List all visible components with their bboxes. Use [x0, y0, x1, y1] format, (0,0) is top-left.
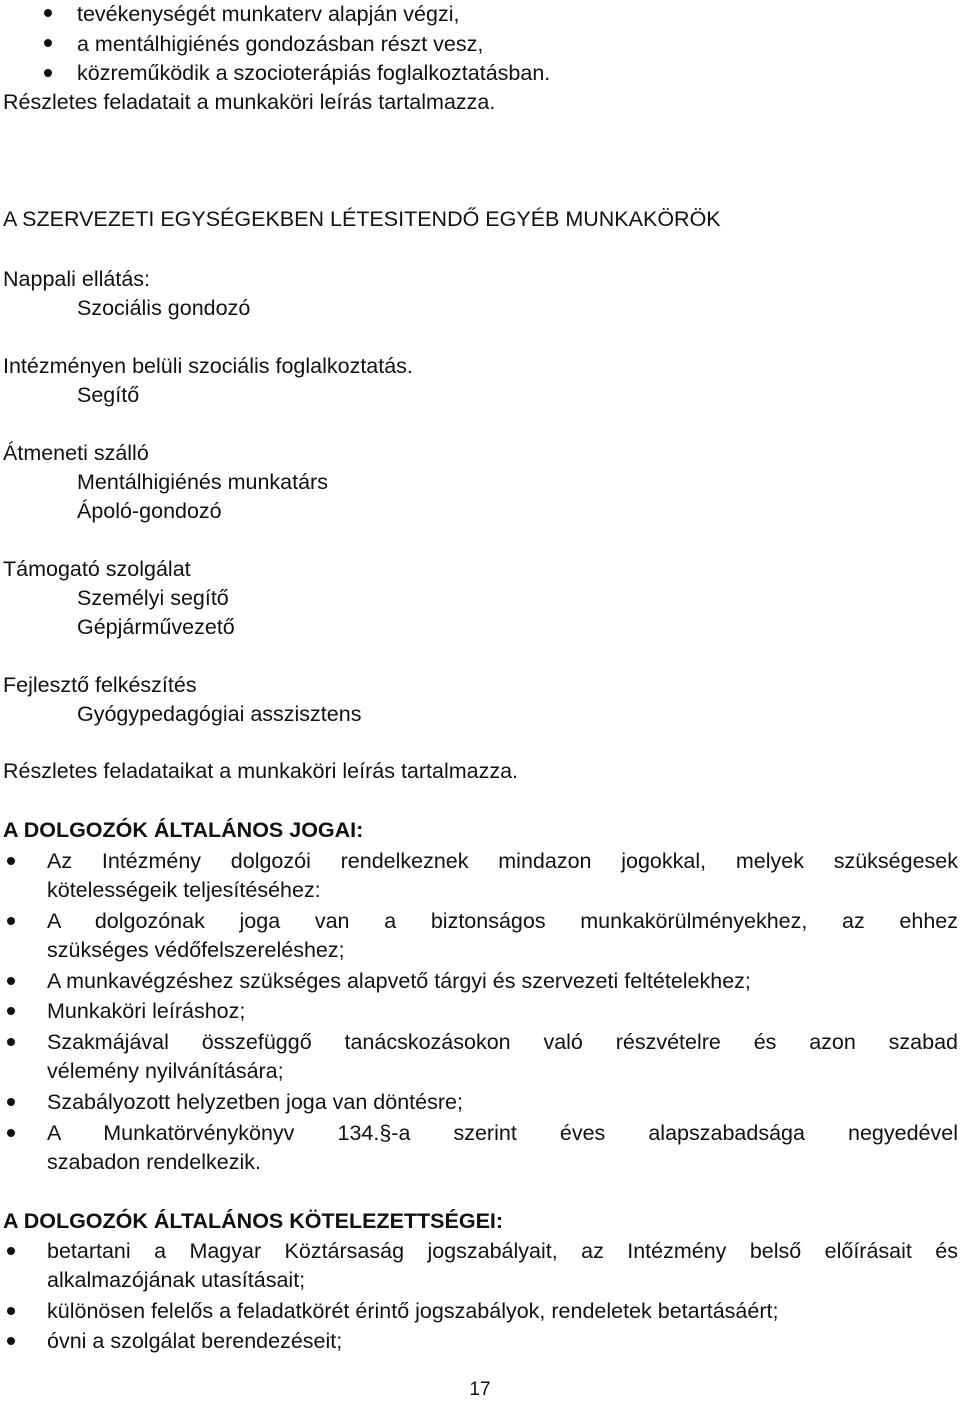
unit-role: Szociális gondozó	[77, 296, 251, 320]
bullet-dot	[7, 1098, 15, 1106]
bullet-dot	[7, 1337, 15, 1345]
bullet-dot	[7, 1007, 15, 1015]
rights-item-line: Munkaköri leíráshoz;	[47, 999, 246, 1023]
rights-item-line: szabadon rendelkezik.	[47, 1150, 261, 1174]
duties-item-line: különösen felelős a feladatkörét érintő jogszabályok, rendeletek betartásáért;	[47, 1299, 779, 1323]
bullet-dot	[7, 917, 15, 925]
top-list-item: tevékenységét munkaterv alapján végzi,	[77, 2, 460, 26]
unit-role: Személyi segítő	[77, 586, 229, 610]
unit-role: Ápoló-gondozó	[77, 499, 222, 523]
units-heading: A SZERVEZETI EGYSÉGEKBEN LÉTESITENDŐ EGYÉB MUNKAKÖRÖK	[3, 207, 721, 231]
unit-name: Támogató szolgálat	[3, 557, 191, 581]
bullet-dot	[7, 1307, 15, 1315]
unit-role: Gépjárművezető	[77, 615, 235, 639]
unit-role: Gyógypedagógiai asszisztens	[77, 702, 362, 726]
duties-item-line: alkalmazójának utasításait;	[47, 1268, 306, 1292]
top-note: Részletes feladatait a munkaköri leírás tartalmazza.	[3, 90, 496, 114]
duties-item-line: betartani a Magyar Köztársaság jogszabályait, az Intézmény belső előírásait és	[47, 1239, 958, 1263]
bullet-dot	[44, 69, 52, 77]
bullet-dot	[44, 39, 52, 47]
bullet-dot	[7, 857, 15, 865]
bullet-dot	[7, 1129, 15, 1137]
rights-heading: A DOLGOZÓK ÁLTALÁNOS JOGAI:	[3, 818, 364, 842]
unit-role: Mentálhigiénés munkatárs	[77, 470, 328, 494]
rights-item-line: A dolgozónak joga van a biztonságos munkakörülményekhez, az ehhez	[47, 909, 958, 933]
rights-item-line: vélemény nyilvánítására;	[47, 1059, 284, 1083]
unit-name: Intézményen belüli szociális foglalkoztatás.	[3, 354, 413, 378]
unit-name: Átmeneti szálló	[3, 441, 149, 465]
bullet-dot	[7, 977, 15, 985]
rights-item-line: Szakmájával összefüggő tanácskozásokon való részvételre és azon szabad	[47, 1030, 958, 1054]
units-note: Részletes feladataikat a munkaköri leírás tartalmazza.	[3, 759, 519, 783]
rights-item-line: A munkavégzéshez szükséges alapvető tárgyi és szervezeti feltételekhez;	[47, 969, 751, 993]
rights-item-line: A Munkatörvénykönyv 134.§-a szerint éves alapszabadsága negyedével	[47, 1121, 958, 1145]
rights-item-line: Szabályozott helyzetben joga van döntésre;	[47, 1090, 463, 1114]
bullet-dot	[44, 9, 52, 17]
unit-role: Segítő	[77, 383, 140, 407]
top-list-item: közreműködik a szocioterápiás foglalkoztatásban.	[77, 61, 551, 85]
unit-name: Nappali ellátás:	[3, 267, 151, 291]
bullet-dot	[7, 1247, 15, 1255]
rights-item-line: kötelességeik teljesítéséhez:	[47, 878, 321, 902]
unit-name: Fejlesztő felkészítés	[3, 673, 197, 697]
duties-heading: A DOLGOZÓK ÁLTALÁNOS KÖTELEZETTSÉGEI:	[3, 1209, 504, 1233]
duties-item-line: óvni a szolgálat berendezéseit;	[47, 1329, 343, 1353]
rights-item-line: Az Intézmény dolgozói rendelkeznek mindazon jogokkal, melyek szükségesek	[47, 849, 958, 873]
top-list-item: a mentálhigiénés gondozásban részt vesz,	[77, 32, 484, 56]
page-number: 17	[469, 1379, 491, 1400]
bullet-dot	[7, 1038, 15, 1046]
rights-item-line: szükséges védőfelszereléshez;	[47, 938, 345, 962]
